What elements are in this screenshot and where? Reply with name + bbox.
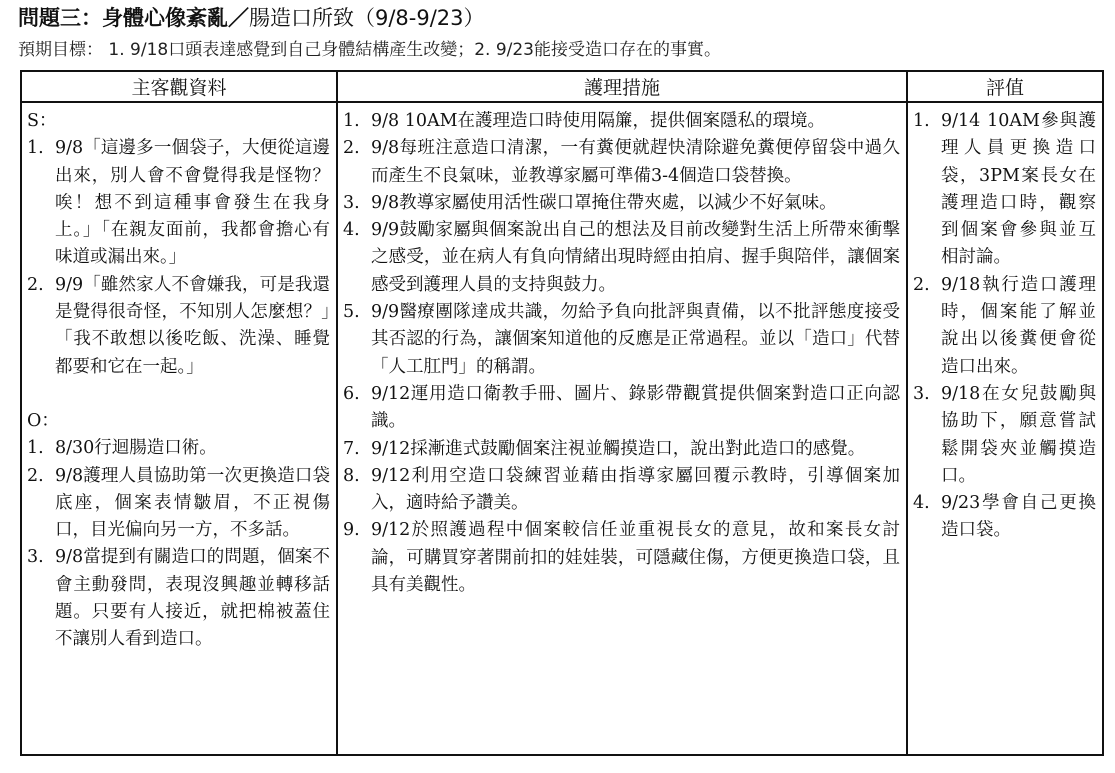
list-item: 2. 9/8護理人員協助第一次更換造口袋底座，個案表情皺眉，不正視傷口，目光偏向另一方，不多話。 (27, 465, 330, 541)
list-item: 9. 9/12於照護過程中個案較信任並重視長女的意見，故和案長女討論，可購買穿著開前扣的娃娃裝，可隱藏住傷，方便更換造口袋，且具有美觀性。 (343, 520, 900, 596)
interventions-cell (337, 102, 907, 755)
list-item: 2. 9/8每班注意造口清潔，一有糞便就趕快清除避免糞便停留袋中過久而產生不良氣味，並教導家屬可準備3-4個造口袋替換。 (343, 138, 900, 186)
list-item: 2. 9/9「雖然家人不會嫌我，可是我還是覺得很奇怪，不知別人怎麼想？」「我不敢想以後吃飯、洗澡、睡覺都要和它在一起。」 (27, 274, 330, 377)
title-bold: 問題三：身體心像紊亂／ (18, 6, 249, 30)
list-item: 1. 9/14 10AM參與護理人員更換造口袋，3PM案長女在護理造口時，觀察到個案會參與並互相討論。 (913, 111, 1096, 268)
expected-goal: 預期目標： 1. 9/18口頭表達感覺到自己身體結構產生改變；2. 9/23能接受造口存在的事實。 (18, 40, 721, 60)
care-plan-table (20, 70, 1104, 756)
list-item: 8. 9/12利用空造口袋練習並藉由指導家屬回覆示教時，引導個案加入，適時給予讚美。 (343, 465, 900, 514)
header-evaluation: 評值 (907, 71, 1103, 102)
header-interventions: 護理措施 (337, 71, 907, 102)
interventions-list (343, 108, 900, 599)
list-item: 7. 9/12採漸進式鼓勵個案注視並觸摸造口，說出對此造口的感覺。 (343, 438, 866, 459)
list-item: 5. 9/9醫療團隊達成共識，勿給予負向批評與責備，以不批評態度接受其否認的行為，讓個案知道他的反應是正常過程。並以「造口」代替「人工肛門」的稱謂。 (343, 302, 900, 377)
list-item: 4. 9/23學會自己更換造口袋。 (913, 493, 1096, 541)
data-cell (21, 102, 337, 755)
evaluation-cell (907, 102, 1103, 755)
list-item: 1. 9/8「這邊多一個袋子，大便從這邊出來，別人會不會覺得我是怪物？唉！想不到這種事會發生在我身上。」「在親友面前，我都會擔心有味道或漏出來。」 (27, 138, 330, 268)
header-data: 主客觀資料 (21, 71, 337, 102)
subjective-list (27, 135, 330, 381)
list-item: 3. 9/18在女兒鼓勵與協助下，願意嘗試鬆開袋夾並觸摸造口。 (913, 383, 1096, 486)
list-item: 6. 9/12運用造口衛教手冊、圖片、錄影帶觀賞提供個案對造口正向認識。 (343, 383, 900, 432)
list-item: 1. 9/8 10AM在護理造口時使用隔簾，提供個案隱私的環境。 (343, 111, 826, 131)
objective-label: O： (27, 410, 59, 431)
page-title (18, 3, 485, 33)
list-item: 2. 9/18執行造口護理時，個案能了解並說出以後糞便會從造口出來。 (913, 274, 1096, 377)
evaluation-list (913, 108, 1096, 545)
list-item: 4. 9/9鼓勵家屬與個案說出自己的想法及目前改變對生活上所帶來衝擊之感受，並在病人有負向情緒出現時經由拍肩、握手與陪伴，讓個案感受到護理人員的支持與鼓力。 (343, 220, 900, 295)
list-item: 1. 8/30行迴腸造口術。 (27, 438, 217, 459)
header-row (21, 71, 1103, 102)
objective-list (27, 435, 330, 653)
list-item: 3. 9/8當提到有關造口的問題，個案不會主動發問，表現沒興趣並轉移話題。只要有人接近，就把棉被蓋住不讓別人看到造口。 (27, 547, 330, 650)
title-normal: 腸造口所致（9/8-9/23） (249, 6, 485, 30)
list-item: 3. 9/8教導家屬使用活性碳口罩掩住帶夾處，以減少不好氣味。 (343, 192, 837, 213)
subjective-label: S： (27, 111, 57, 131)
body-row (21, 102, 1103, 755)
